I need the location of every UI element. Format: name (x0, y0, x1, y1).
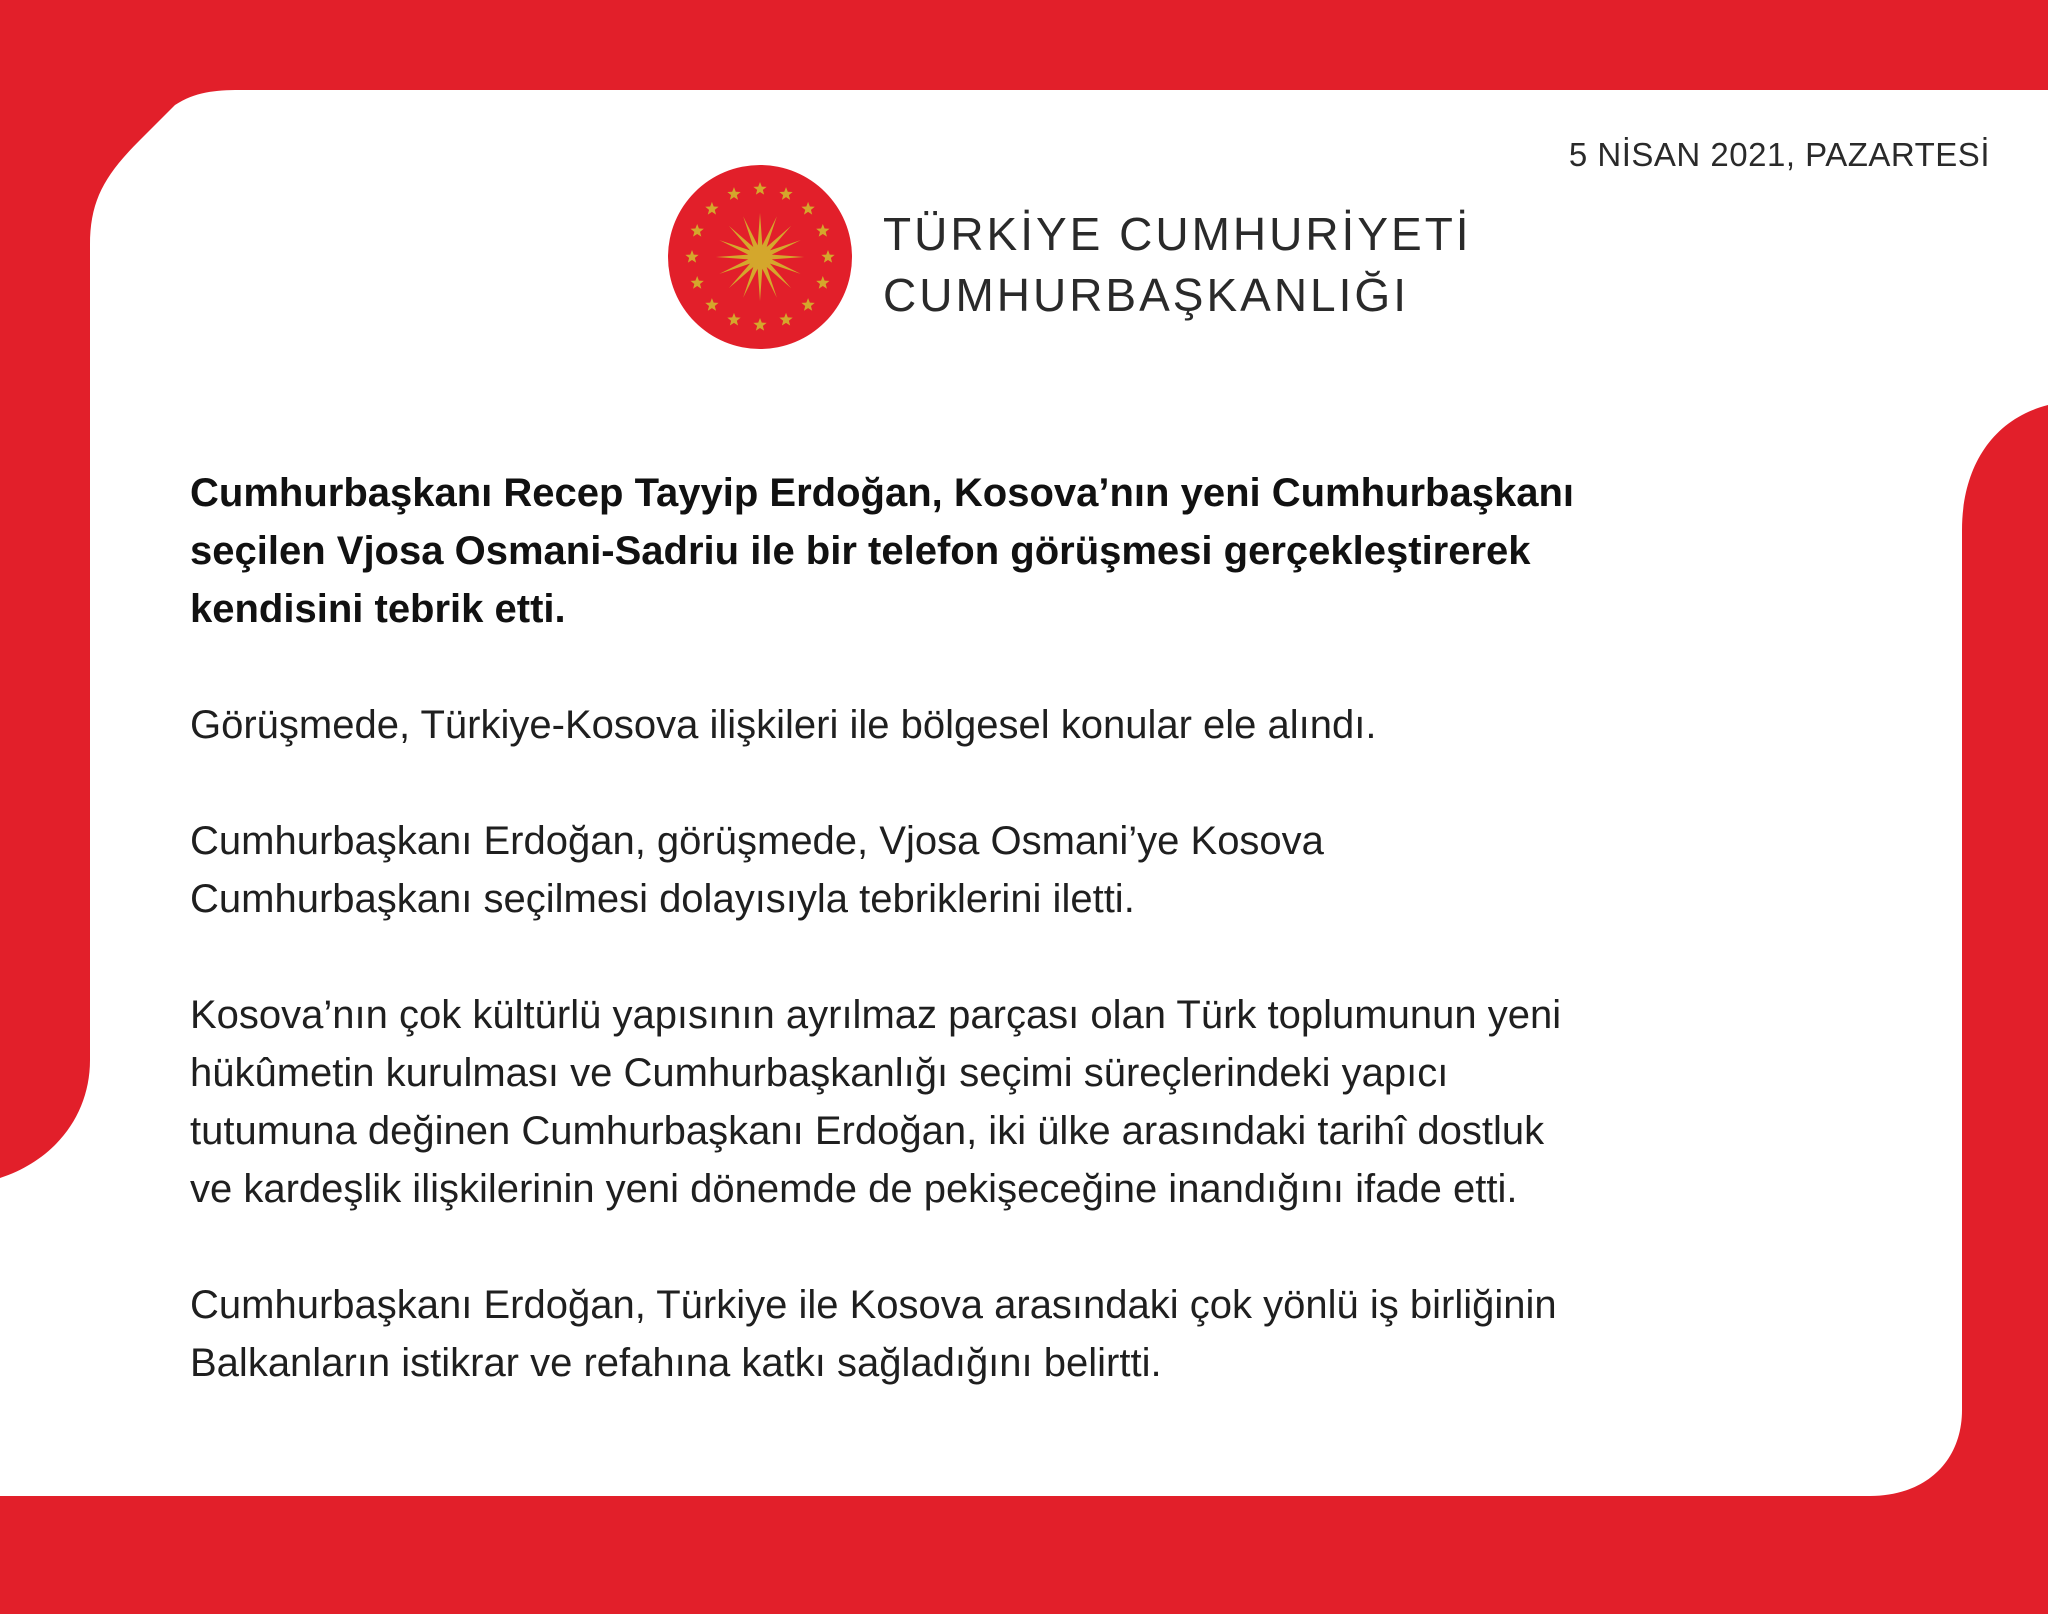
org-name-line-1: TÜRKİYE CUMHURİYETİ (883, 208, 1472, 260)
body-line: Cumhurbaşkanı seçilmesi dolayısıyla tebriklerini iletti. (190, 877, 1135, 921)
release-date: 5 NİSAN 2021, PAZARTESİ (1568, 136, 1990, 173)
body-line: Kosova’nın çok kültürlü yapısının ayrılmaz parçası olan Türk toplumunun yeni (190, 993, 1562, 1037)
release-body (190, 464, 1750, 1450)
lead-paragraph (190, 464, 1750, 638)
body-line: hükûmetin kurulması ve Cumhurbaşkanlığı seçimi süreçlerindeki yapıcı (190, 1051, 1449, 1095)
body-line: Cumhurbaşkanı Erdoğan, görüşmede, Vjosa Osmani’ye Kosova (190, 819, 1324, 863)
body-paragraph (190, 1276, 1750, 1392)
body-line: ve kardeşlik ilişkilerinin yeni dönemde de pekişeceğine inandığını ifade etti. (190, 1167, 1518, 1211)
body-paragraph (190, 812, 1750, 928)
lead-line: seçilen Vjosa Osmani-Sadriu ile bir telefon görüşmesi gerçekleştirerek (190, 529, 1531, 573)
organization-name (883, 204, 1472, 326)
body-paragraph (190, 696, 1750, 754)
emblem-sun-core-icon (750, 247, 770, 267)
presidential-seal-icon (668, 165, 852, 349)
body-line: Görüşmede, Türkiye-Kosova ilişkileri ile bölgesel konular ele alındı. (190, 703, 1377, 747)
body-line: Balkanların istikrar ve refahına katkı sağladığını belirtti. (190, 1341, 1162, 1385)
org-name-line-2: CUMHURBAŞKANLIĞI (883, 269, 1409, 321)
body-line: Cumhurbaşkanı Erdoğan, Türkiye ile Kosova arasındaki çok yönlü iş birliğinin (190, 1283, 1557, 1327)
body-paragraph (190, 986, 1750, 1218)
lead-line: Cumhurbaşkanı Recep Tayyip Erdoğan, Kosova’nın yeni Cumhurbaşkanı (190, 471, 1575, 515)
lead-line: kendisini tebrik etti. (190, 587, 566, 631)
body-line: tutumuna değinen Cumhurbaşkanı Erdoğan, iki ülke arasındaki tarihî dostluk (190, 1109, 1545, 1153)
paragraphs (190, 696, 1750, 1392)
